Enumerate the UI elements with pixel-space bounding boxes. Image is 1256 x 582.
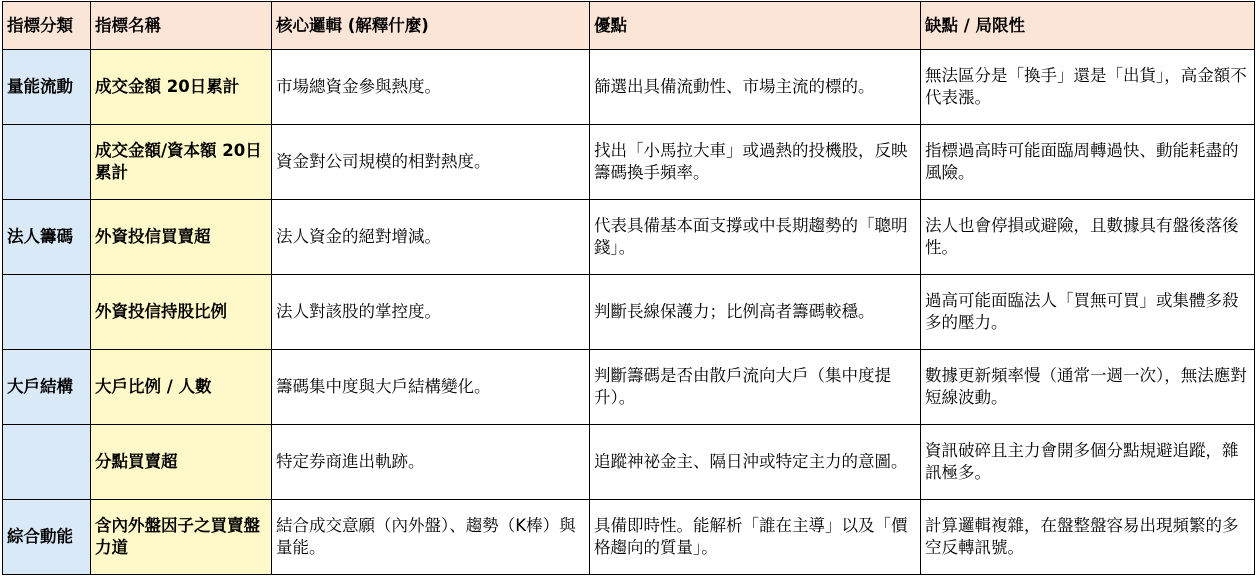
category-cell: [3, 425, 91, 500]
pros-cell: 找出「小馬拉大車」或過熱的投機股，反映籌碼換手頻率。: [590, 125, 921, 200]
core-logic-cell: 法人對該股的掌控度。: [272, 275, 590, 350]
cons-cell: 計算邏輯複雜，在盤整盤容易出現頻繁的多空反轉訊號。: [921, 500, 1255, 575]
core-logic-cell: 市場總資金參與熱度。: [272, 50, 590, 125]
category-cell: [3, 125, 91, 200]
indicator-name-cell: 含內外盤因子之買賣盤力道: [91, 500, 272, 575]
indicator-name-cell: 成交金額/資本額 20日累計: [91, 125, 272, 200]
cons-cell: 指標過高時可能面臨周轉過快、動能耗盡的風險。: [921, 125, 1255, 200]
header-indicator-name: 指標名稱: [91, 2, 272, 50]
indicator-name-cell: 分點買賣超: [91, 425, 272, 500]
indicator-comparison-table: [2, 1, 1255, 575]
cons-cell: 過高可能面臨法人「買無可買」或集體多殺多的壓力。: [921, 275, 1255, 350]
core-logic-cell: 特定券商進出軌跡。: [272, 425, 590, 500]
table-row: [3, 50, 1255, 125]
cons-cell: 法人也會停損或避險，且數據具有盤後落後性。: [921, 200, 1255, 275]
core-logic-cell: 結合成交意願（內外盤）、趨勢（K棒）與量能。: [272, 500, 590, 575]
category-cell: 法人籌碼: [3, 200, 91, 275]
category-cell: 大戶結構: [3, 350, 91, 425]
pros-cell: 代表具備基本面支撐或中長期趨勢的「聰明錢」。: [590, 200, 921, 275]
table-row: [3, 425, 1255, 500]
cons-cell: 無法區分是「換手」還是「出貨」，高金額不代表漲。: [921, 50, 1255, 125]
indicator-name-cell: 外資投信買賣超: [91, 200, 272, 275]
core-logic-cell: 籌碼集中度與大戶結構變化。: [272, 350, 590, 425]
pros-cell: 判斷籌碼是否由散戶流向大戶（集中度提升）。: [590, 350, 921, 425]
cons-cell: 資訊破碎且主力會開多個分點規避追蹤，雜訊極多。: [921, 425, 1255, 500]
table-row: [3, 350, 1255, 425]
pros-cell: 篩選出具備流動性、市場主流的標的。: [590, 50, 921, 125]
header-core-logic: 核心邏輯 (解釋什麼): [272, 2, 590, 50]
table-row: [3, 500, 1255, 575]
pros-cell: 具備即時性。能解析「誰在主導」以及「價格趨向的質量」。: [590, 500, 921, 575]
table-row: [3, 200, 1255, 275]
header-cons: 缺點 / 局限性: [921, 2, 1255, 50]
category-cell: 綜合動能: [3, 500, 91, 575]
table-row: [3, 275, 1255, 350]
header-pros: 優點: [590, 2, 921, 50]
header-category: 指標分類: [3, 2, 91, 50]
core-logic-cell: 法人資金的絕對增減。: [272, 200, 590, 275]
indicator-name-cell: 外資投信持股比例: [91, 275, 272, 350]
category-cell: 量能流動: [3, 50, 91, 125]
core-logic-cell: 資金對公司規模的相對熱度。: [272, 125, 590, 200]
pros-cell: 追蹤神祕金主、隔日沖或特定主力的意圖。: [590, 425, 921, 500]
header-row: [3, 2, 1255, 50]
pros-cell: 判斷長線保護力；比例高者籌碼較穩。: [590, 275, 921, 350]
table-row: [3, 125, 1255, 200]
category-cell: [3, 275, 91, 350]
indicator-name-cell: 成交金額 20日累計: [91, 50, 272, 125]
indicator-name-cell: 大戶比例 / 人數: [91, 350, 272, 425]
cons-cell: 數據更新頻率慢（通常一週一次），無法應對短線波動。: [921, 350, 1255, 425]
